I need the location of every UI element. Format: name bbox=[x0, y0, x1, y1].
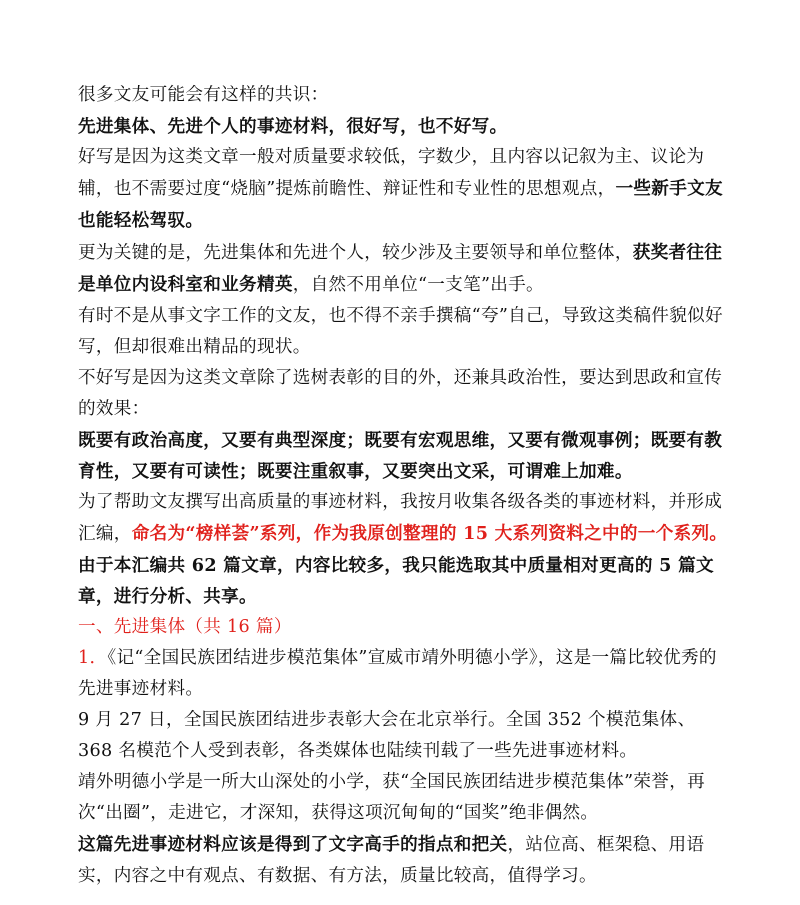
item-number: 1． bbox=[78, 648, 108, 668]
key-point-tail: ，自然不用单位“一支笔”出手。 bbox=[292, 275, 544, 295]
key-point-bold: 获奖者往往是单位内设科室和业务精英 bbox=[78, 242, 723, 295]
sometimes-text: 有时不是从事文字工作的文友，也不得不亲手撰稿“夸”自己，导致这类稿件貌似好写，但却很难出精品的现状。 bbox=[78, 306, 723, 357]
easy-to-write-text: 好写是因为这类文章一般对质量要求较低，字数少，且内容以记叙为主、议论为辅，也不需要过度“烧脑”提炼前瞻性、辩证性和专业性的思想观点， bbox=[78, 147, 705, 199]
paragraph-event bbox=[78, 705, 728, 767]
selection-text: 由于本汇编共 62 篇文章，内容比较多，我只能选取其中质量相对更高的 5 篇文章，进行分析、共享。 bbox=[78, 555, 714, 607]
paragraph-thesis bbox=[78, 111, 728, 142]
paragraph-item-1 bbox=[78, 643, 728, 705]
section-heading-advanced-collective bbox=[78, 612, 728, 643]
paragraph-sometimes bbox=[78, 301, 728, 363]
paragraph-requirements bbox=[78, 425, 728, 487]
paragraph-hard-to-write bbox=[78, 363, 728, 425]
paragraph-collection bbox=[78, 487, 728, 550]
thesis-text: 先进集体、先进个人的事迹材料，很好写，也不好写。 bbox=[78, 116, 508, 137]
key-point-text: 更为关键的是，先进集体和先进个人，较少涉及主要领导和单位整体， bbox=[78, 243, 633, 263]
hard-to-write-text: 不好写是因为这类文章除了选树表彰的目的外，还兼具政治性，要达到思政和宣传的效果： bbox=[78, 368, 723, 419]
evaluation-bold: 这篇先进事迹材料应该是得到了文字高手的指点和把关 bbox=[78, 834, 508, 855]
paragraph-selection bbox=[78, 550, 728, 612]
school-text: 靖外明德小学是一所大山深处的小学，获“全国民族团结进步模范集体”荣誉，再次“出圈”，走进它，才深知，获得这项沉甸甸的“国奖”绝非偶然。 bbox=[78, 772, 705, 823]
event-text: 9 月 27 日，全国民族团结进步表彰大会在北京举行。全国 352 个模范集体、368 名模范个人受到表彰，各类媒体也陆续刊载了一些先进事迹材料。 bbox=[78, 710, 696, 761]
intro-text: 很多文友可能会有这样的共识： bbox=[78, 85, 329, 105]
requirements-text: 既要有政治高度，又要有典型深度；既要有宏观思维，又要有微观事例；既要有教育性，又要有可读性；既要注重叙事，又要突出文采，可谓难上加难。 bbox=[78, 430, 723, 482]
document-body bbox=[78, 80, 728, 892]
paragraph-easy-to-write bbox=[78, 142, 728, 237]
collection-text: 为了帮助文友撰写出高质量的事迹材料，我按月收集各级各类的事迹材料，并形成汇编， bbox=[78, 492, 723, 544]
easy-to-write-bold: 一些新手文友也能轻松驾驭。 bbox=[78, 178, 723, 231]
paragraph-evaluation bbox=[78, 829, 728, 892]
paragraph-key-point bbox=[78, 237, 728, 301]
evaluation-text: ，站位高、框架稳、用语实，内容之中有观点、有数据、有方法，质量比较高，值得学习。 bbox=[78, 835, 705, 886]
section-heading-text: 一、先进集体（共 16 篇） bbox=[78, 617, 292, 637]
item-1-text: 《记“全国民族团结进步模范集体”宣威市靖外明德小学》，这是一篇比较优秀的先进事迹材料。 bbox=[78, 648, 717, 699]
collection-series-highlight: 命名为“榜样荟”系列，作为我原创整理的 15 大系列资料之中的一个系列。 bbox=[131, 523, 728, 544]
paragraph-intro bbox=[78, 80, 728, 111]
paragraph-school bbox=[78, 767, 728, 829]
